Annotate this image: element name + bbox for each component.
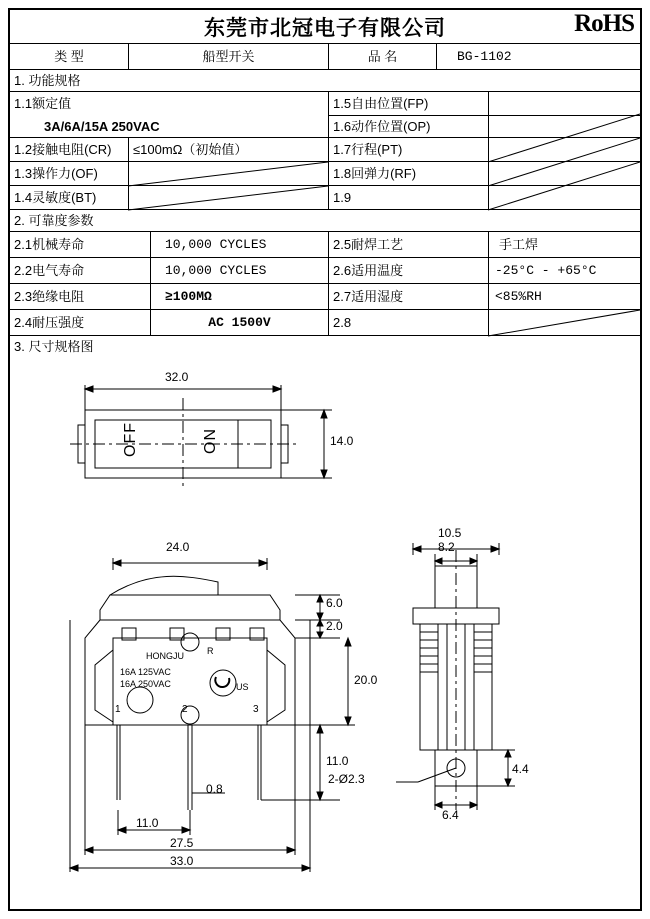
s1-r2-left-value: ≤100mΩ（初始值）	[128, 138, 328, 162]
frontview-rating1: 16A 125VAC	[120, 667, 171, 677]
page-border	[8, 8, 642, 911]
s1-r4-right-value	[488, 186, 640, 210]
frontview-pin-thickness: 0.8	[206, 782, 223, 796]
s2-r1-left-label: 2.2电气寿命	[10, 258, 150, 284]
s1-r3-right-value	[488, 162, 640, 186]
s2-r0-right-value: 手工焊	[488, 232, 640, 258]
rohs-badge: RoHS	[574, 10, 634, 37]
s1-r1-right-value	[488, 116, 640, 138]
s2-r1-left-value: 10,000 CYCLES	[150, 258, 328, 284]
s1-r3-left-label: 1.3操作力(OF)	[10, 162, 128, 186]
s2-r2-right-value: <85%RH	[488, 284, 640, 310]
s1-r4-left-value	[128, 186, 328, 210]
s1-r2-left-label: 1.2接触电阻(CR)	[10, 138, 128, 162]
s1-r4-right-label: 1.9	[328, 186, 488, 210]
type-value: 船型开关	[128, 44, 328, 70]
frontview-overall-width: 33.0	[170, 854, 194, 868]
frontview-brand: HONGJU	[146, 651, 184, 661]
topview-on-label: ON	[202, 428, 219, 454]
s2-r3-left-value: AC 1500V	[150, 310, 328, 336]
frontview-rating2: 16A 250VAC	[120, 679, 171, 689]
s2-r2-left-label: 2.3绝缘电阻	[10, 284, 150, 310]
frontview-pin1: 1	[115, 704, 121, 715]
sideview-hole-note: 2-Ø2.3	[328, 772, 365, 786]
s1-r3-left-value	[128, 162, 328, 186]
s2-r3-right-value	[488, 310, 640, 336]
section1-title: 1. 功能规格	[10, 70, 640, 92]
topview-width-dim: 32.0	[165, 370, 189, 384]
s2-r2-right-label: 2.7适用湿度	[328, 284, 488, 310]
section2-title: 2. 可靠度参数	[10, 210, 640, 232]
frontview-ul-r: R	[207, 646, 214, 656]
s1-r4-left-label: 1.4灵敏度(BT)	[10, 186, 128, 210]
s2-r2-left-value: ≥100MΩ	[150, 284, 328, 310]
sideview-width-dim: 10.5	[438, 526, 462, 540]
s1-r0-left-value: 3A/6A/15A 250VAC	[10, 116, 328, 138]
sideview-base-dim: 6.4	[442, 808, 459, 822]
s1-r0-right-value	[488, 92, 640, 116]
frontview-pin-pitch: 11.0	[136, 816, 159, 830]
s2-r0-left-value: 10,000 CYCLES	[150, 232, 328, 258]
sideview-inner-width: 8.2	[438, 540, 455, 554]
frontview-ul-us: US	[236, 682, 249, 692]
frontview-panel-width: 24.0	[166, 540, 190, 554]
s2-r3-right-label: 2.8	[328, 310, 488, 336]
topview-off-label: OFF	[122, 422, 139, 457]
s1-r0-left-label: 1.1额定值	[14, 96, 72, 111]
s2-r1-right-value: -25°C - +65°C	[488, 258, 640, 284]
frontview-base-width: 27.5	[170, 836, 194, 850]
s1-r1-right-label: 1.6动作位置(OP)	[328, 116, 488, 138]
company-title: 东莞市北冠电子有限公司	[204, 16, 446, 40]
section3-title: 3. 尺寸规格图	[14, 339, 94, 354]
s1-r2-right-value	[488, 138, 640, 162]
name-value: BG-1102	[436, 44, 640, 70]
frontview-bezel-height: 6.0	[326, 596, 343, 610]
frontview-body-height: 20.0	[354, 673, 378, 687]
topview-height-dim: 14.0	[330, 434, 354, 448]
frontview-pin3: 3	[253, 704, 259, 715]
header	[10, 10, 640, 44]
frontview-pin-length: 11.0	[326, 754, 349, 768]
s1-r0-right-label: 1.5自由位置(FP)	[328, 92, 488, 116]
frontview-mid-height: 2.0	[326, 619, 343, 633]
frontview-pin2: 2	[182, 704, 188, 715]
s2-r0-left-label: 2.1机械寿命	[10, 232, 150, 258]
sideview-hole-depth: 4.4	[512, 762, 529, 776]
s2-r1-right-label: 2.6适用温度	[328, 258, 488, 284]
s2-r0-right-label: 2.5耐焊工艺	[328, 232, 488, 258]
s2-r3-left-label: 2.4耐压强度	[10, 310, 150, 336]
s1-r3-right-label: 1.8回弹力(RF)	[328, 162, 488, 186]
type-label: 类 型	[10, 44, 128, 70]
s1-r2-right-label: 1.7行程(PT)	[328, 138, 488, 162]
name-label: 品 名	[328, 44, 436, 70]
